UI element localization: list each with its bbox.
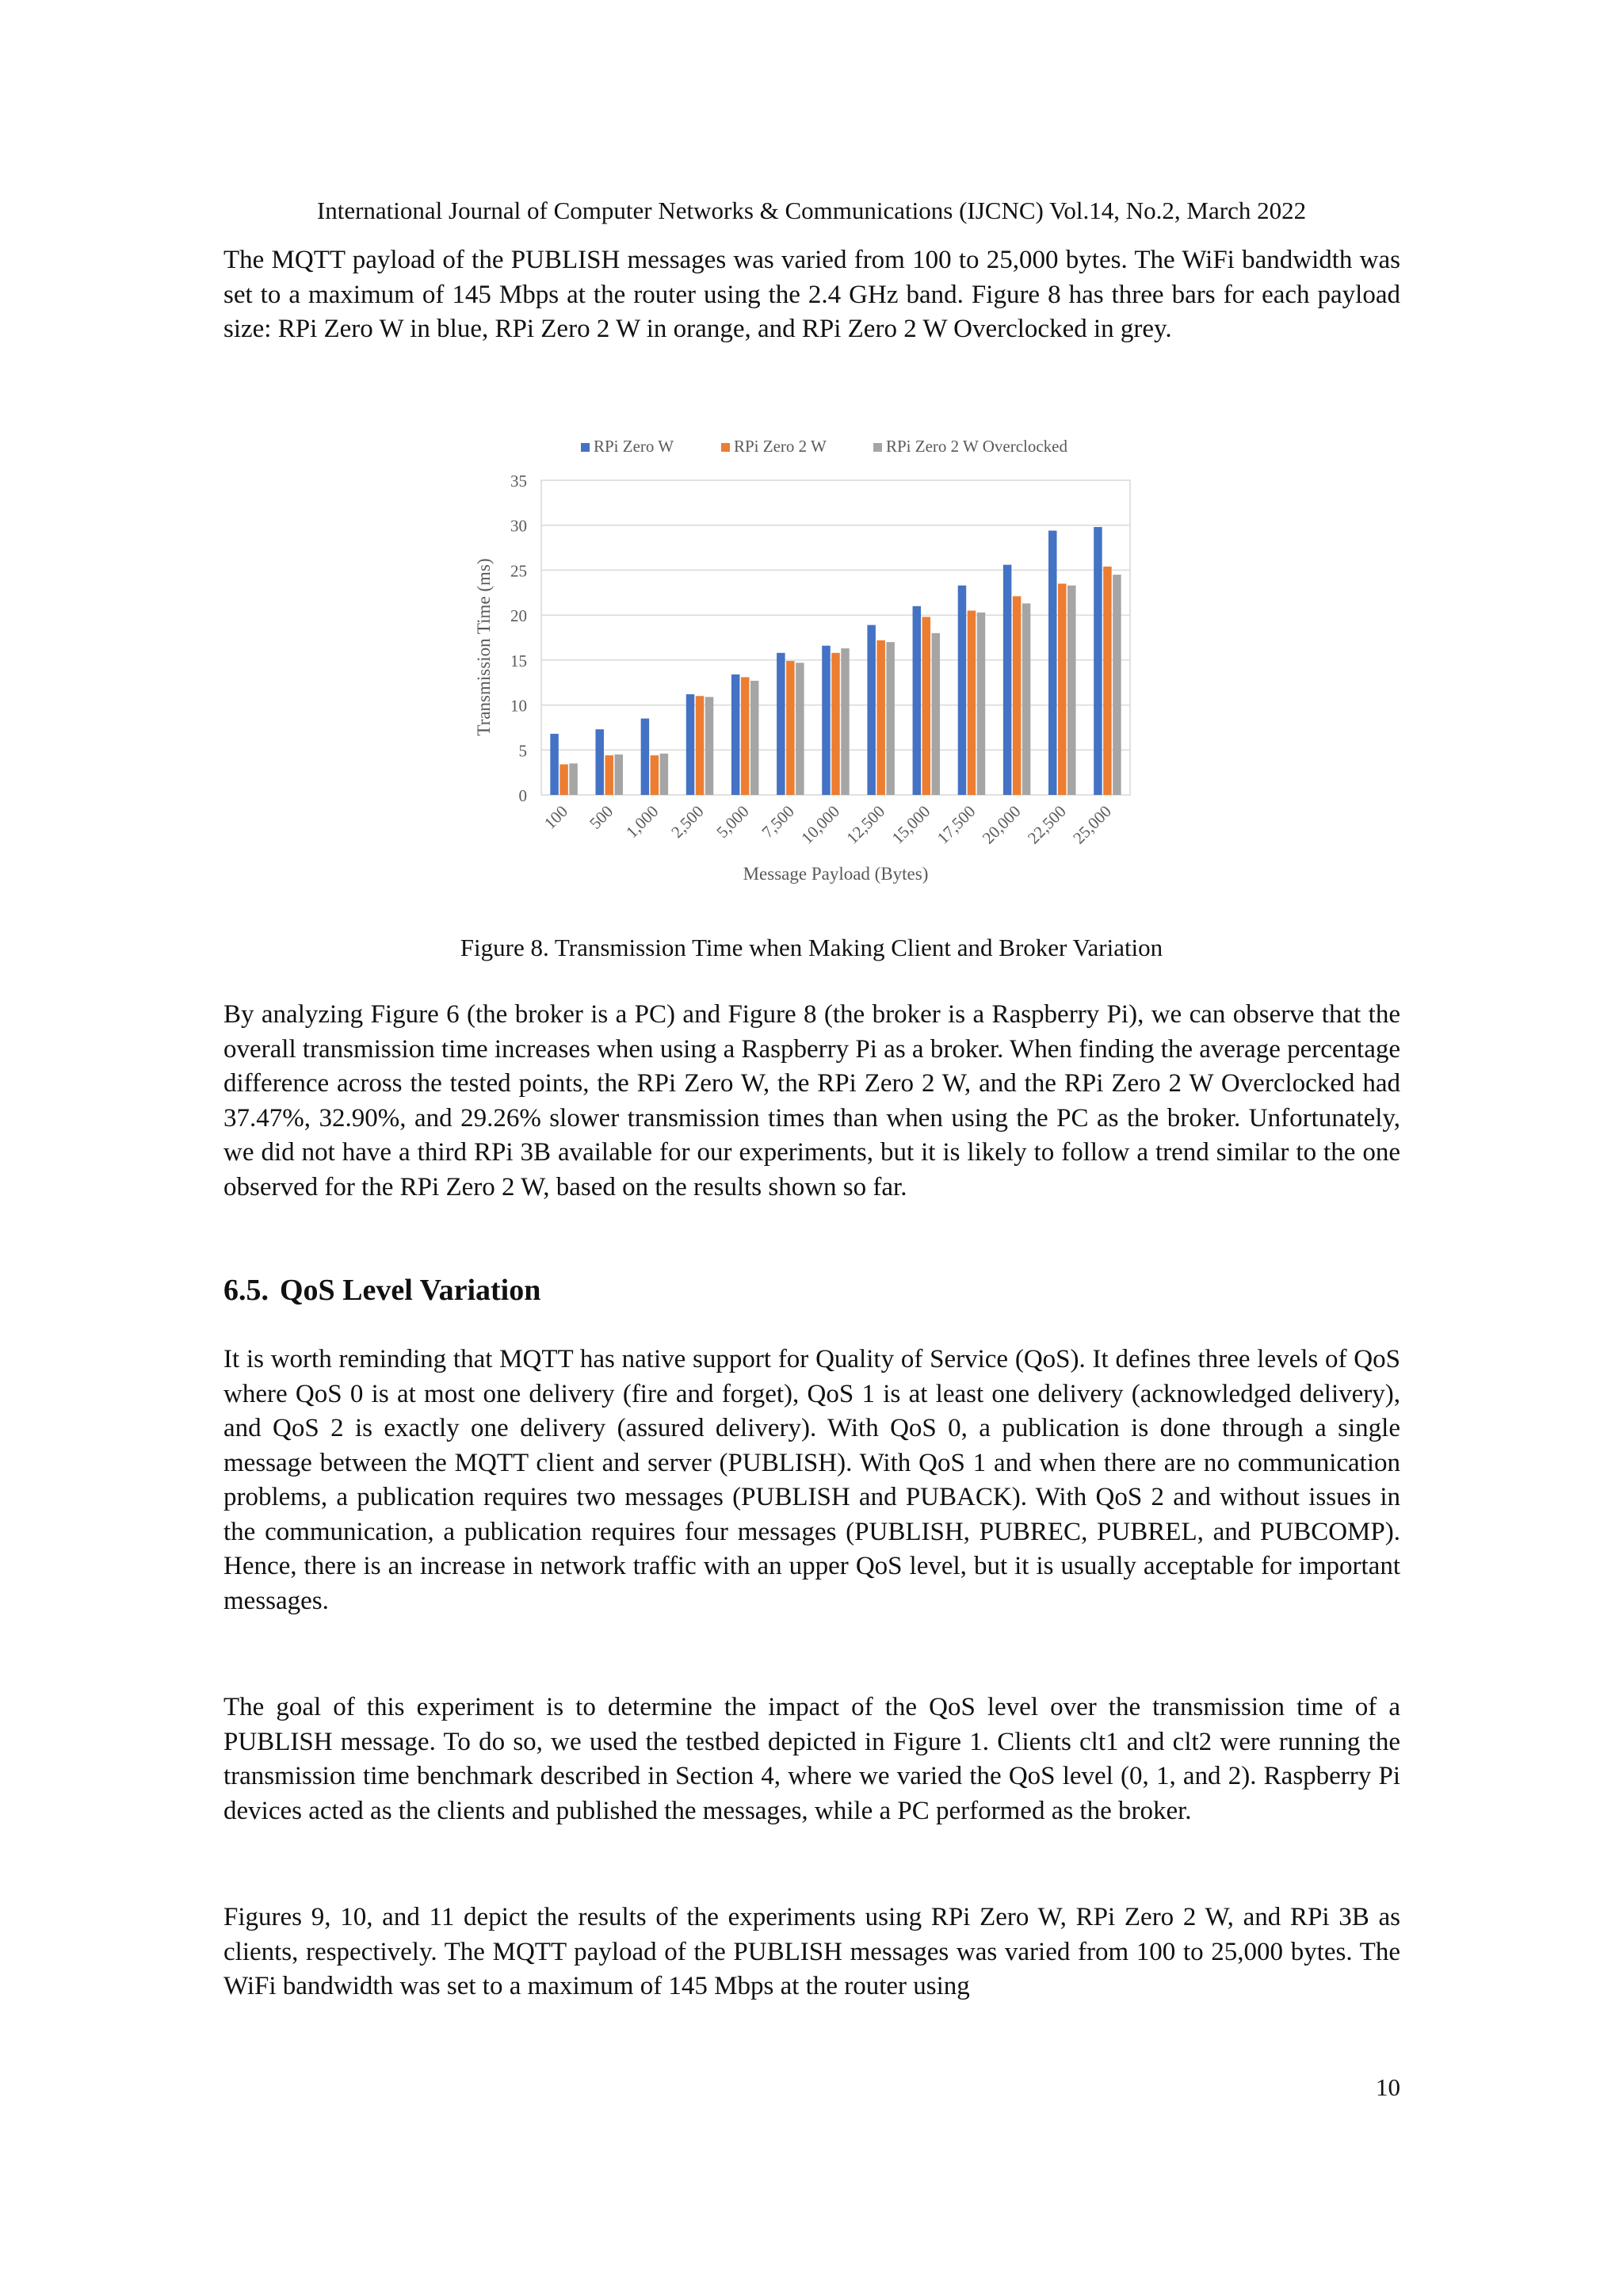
bar-rpi-zero-2-w [651, 755, 659, 795]
bar-rpi-zero-2-w-overclocked [886, 642, 895, 795]
x-tick-label: 10,000 [797, 801, 844, 848]
bar-rpi-zero-2-w-overclocked [614, 755, 623, 795]
bar-rpi-zero-2-w [1058, 583, 1067, 795]
section-number: 6.5. [223, 1274, 269, 1307]
x-tick-label: 25,000 [1069, 801, 1115, 848]
x-tick-label: 1,000 [622, 801, 663, 842]
bar-rpi-zero-w [595, 729, 604, 795]
y-axis-title: Transmission Time (ms) [474, 558, 494, 736]
bar-rpi-zero-2-w [559, 764, 568, 795]
bar-rpi-zero-w [913, 606, 922, 795]
bar-rpi-zero-w [1003, 565, 1012, 795]
paragraph-qos-goal: The goal of this experiment is to determine the impact of the QoS level over the transmission time of a PUBLISH message. To do so, we used the testbed depicted in Figure 1. Clients clt1 and clt2 were running the transmission time benchmark described in Section 4, where we varied the QoS level (0, 1, and 2). Raspberry Pi devices acted as the clients and published the messages, while a PC performed as the broker. [223, 1693, 1400, 1825]
paragraph-qos-figures: Figures 9, 10, and 11 depict the results of the experiments using RPi Zero W, RPi Zero 2 W, and RPi 3B as clients, respectively. The MQTT payload of the PUBLISH messages was varied from 100 to 25,000 bytes. The WiFi bandwidth was set to a maximum of 145 Mbps at the router using [223, 1903, 1400, 2000]
bar-rpi-zero-2-w [696, 696, 705, 795]
y-tick-label: 0 [518, 786, 527, 805]
legend-swatch [721, 443, 730, 452]
bar-rpi-zero-w [777, 653, 785, 795]
paragraph-analysis: By analyzing Figure 6 (the broker is a PC) and Figure 8 (the broker is a Raspberry Pi), we can observe that the overall transmission time increases when using a Raspberry Pi as a broker. When finding the average percentage difference across the tested points, the RPi Zero W, the RPi Zero 2 W, and the RPi Zero 2 W Overclocked had 37.47%, 32.90%, and 29.26% slower transmission times than when using the PC as the broker. Unfortunately, we did not have a third RPi 3B available for our experiments, but it is likely to follow a trend similar to the one observed for the RPi Zero 2 W, based on the results shown so far. [223, 1000, 1400, 1201]
x-tick-label: 2,500 [667, 801, 708, 842]
bar-rpi-zero-2-w-overclocked [705, 697, 714, 795]
bar-rpi-zero-2-w [786, 661, 795, 795]
x-tick-label: 22,500 [1023, 801, 1070, 848]
bar-rpi-zero-2-w-overclocked [569, 763, 578, 795]
bar-rpi-zero-2-w-overclocked [750, 681, 759, 795]
bar-rpi-zero-2-w-overclocked [932, 633, 941, 795]
y-tick-label: 5 [518, 741, 527, 761]
bar-rpi-zero-2-w-overclocked [841, 648, 850, 795]
y-tick-label: 25 [510, 561, 527, 581]
y-tick-label: 30 [510, 516, 527, 536]
legend-label: RPi Zero W [594, 437, 674, 456]
legend-label: RPi Zero 2 W Overclocked [886, 437, 1068, 456]
bar-rpi-zero-w [958, 586, 967, 795]
bar-rpi-zero-2-w [1013, 596, 1022, 795]
x-tick-label: 5,000 [712, 801, 753, 842]
y-tick-label: 15 [510, 651, 527, 670]
y-tick-label: 20 [510, 606, 527, 626]
x-axis-title: Message Payload (Bytes) [743, 864, 929, 884]
section-title: QoS Level Variation [280, 1274, 541, 1307]
bar-rpi-zero-2-w [605, 755, 613, 795]
paragraph-intro: The MQTT payload of the PUBLISH messages was varied from 100 to 25,000 bytes. The WiFi bandwidth was set to a maximum of 145 Mbps at the router using the 2.4 GHz band. Figure 8 has three bars for each payload size: RPi Zero W in blue, RPi Zero 2 W in orange, and RPi Zero 2 W Overclocked in grey. [223, 246, 1400, 343]
section-heading [223, 1273, 540, 1308]
bar-rpi-zero-2-w-overclocked [1022, 603, 1031, 795]
x-tick-label: 7,500 [758, 801, 798, 842]
x-tick-label: 20,000 [978, 801, 1025, 848]
legend-swatch [873, 443, 882, 452]
bar-rpi-zero-2-w-overclocked [977, 613, 986, 795]
bar-rpi-zero-w [641, 719, 650, 795]
bar-rpi-zero-w [1048, 531, 1057, 795]
page-number: 10 [1376, 2073, 1400, 2101]
bar-rpi-zero-2-w [831, 653, 840, 795]
bar-rpi-zero-2-w [1103, 567, 1112, 795]
bar-rpi-zero-w [686, 694, 695, 795]
bar-rpi-zero-2-w [876, 640, 885, 795]
bar-rpi-zero-2-w-overclocked [796, 663, 804, 795]
bar-rpi-zero-2-w [968, 610, 976, 795]
bar-rpi-zero-2-w [741, 677, 750, 795]
legend-label: RPi Zero 2 W [734, 437, 827, 456]
x-tick-label: 100 [540, 801, 572, 833]
y-tick-label: 10 [510, 696, 527, 716]
bar-chart [444, 428, 1157, 896]
x-tick-label: 12,500 [842, 801, 889, 848]
y-tick-label: 35 [510, 472, 527, 491]
bar-rpi-zero-2-w-overclocked [1113, 575, 1121, 795]
bar-rpi-zero-2-w [922, 617, 931, 795]
x-tick-label: 15,000 [888, 801, 934, 848]
bar-rpi-zero-w [867, 625, 876, 795]
bar-rpi-zero-w [731, 674, 740, 795]
journal-header: International Journal of Computer Networks & Communications (IJCNC) Vol.14, No.2, March 2022 [316, 197, 1307, 224]
x-tick-label: 500 [586, 801, 617, 833]
x-tick-label: 17,500 [933, 801, 980, 848]
bar-rpi-zero-w [1094, 527, 1102, 795]
bar-rpi-zero-w [550, 734, 559, 795]
legend-swatch [581, 443, 590, 452]
bar-rpi-zero-2-w-overclocked [1067, 586, 1076, 795]
bar-rpi-zero-2-w-overclocked [660, 754, 669, 795]
bar-rpi-zero-w [822, 646, 831, 795]
figure-caption: Figure 8. Transmission Time when Making Client and Broker Variation [460, 934, 1163, 961]
paragraph-qos-intro: It is worth reminding that MQTT has native support for Quality of Service (QoS). It defines three levels of QoS where QoS 0 is at most one delivery (fire and forget), QoS 1 is at least one delivery (acknowledged delivery), and QoS 2 is exactly one delivery (assured delivery). With QoS 0, a publication is done through a single message between the MQTT client and server (PUBLISH). With QoS 1 and when there are no communication problems, a publication requires two messages (PUBLISH and PUBACK). With QoS 2 and without issues in the communication, a publication requires four messages (PUBLISH, PUBREC, PUBREL, and PUBCOMP). Hence, there is an increase in network traffic with an upper QoS level, but it is usually acceptable for important messages. [223, 1345, 1400, 1615]
